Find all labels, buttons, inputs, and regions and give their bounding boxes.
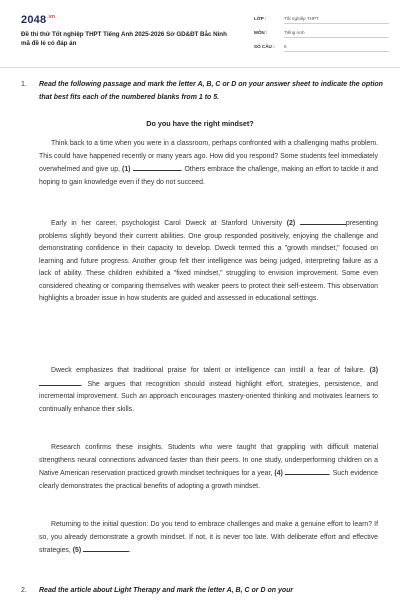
- meta-row-class: [254, 16, 389, 30]
- header-divider: [0, 67, 400, 68]
- blank-4: [285, 467, 329, 475]
- paragraph-text: . Others embrace the challenge, making an effort to tackle it and hoping to gain knowledge even if they do not succeed.: [39, 166, 378, 186]
- paragraph-text: Research confirms these insights. Students who were taught that grappling with difficult material strengthens neural connections advanced faster than their peers. In one study, underperforming children on a Native American reservation practiced growth mindset techniques for a year,: [39, 444, 378, 477]
- meta-value: Tốt nghiệp THPT: [284, 16, 389, 24]
- blank-5: [83, 544, 129, 552]
- passage-paragraph-3: [39, 365, 378, 416]
- site-logo[interactable]: [21, 14, 55, 26]
- meta-value: 6: [284, 44, 389, 52]
- blank-1: [133, 163, 181, 171]
- exam-meta: [254, 16, 389, 58]
- logo-text: 2048: [21, 14, 47, 26]
- question-instruction: Read the following passage and mark the letter A, B, C or D on your answer sheet to indicate the option that best fits each of the numbered blanks from 1 to 5.: [39, 81, 383, 101]
- document-title: Đề thi thử Tốt nghiệp THPT Tiếng Anh 2025-2026 Sở GD&ĐT Bắc Ninh mã đề lẻ có đáp án: [21, 31, 227, 47]
- meta-label: SỐ CÂU :: [254, 44, 275, 49]
- question-number: 2.: [21, 587, 27, 594]
- paragraph-text: . She argues that recognition should instead highlight effort, strategies, persistence, and incremental improvement. Such an approach encourages mastery-oriented thinking and motivates learners to continually enhance their skills.: [39, 380, 378, 413]
- header: [0, 0, 400, 66]
- passage-paragraph-1: [39, 138, 378, 189]
- blank-number-2: (2): [286, 220, 296, 227]
- blank-3: [39, 378, 81, 386]
- question-instruction: Read the article about Light Therapy and mark the letter A, B, C or D on your: [39, 587, 294, 594]
- passage-title: Do you have the right mindset?: [146, 119, 254, 128]
- blank-number-1: (1): [122, 166, 131, 173]
- paragraph-text: Returning to the initial question: Do you tend to embrace challenges and make a genuine effort to learn? If so, you already demonstrate a growth mindset. If not, it is never too late. With deliberate effort and effective strategies,: [39, 521, 378, 554]
- blank-2: [300, 217, 346, 225]
- blank-number-5: (5): [72, 547, 82, 554]
- paragraph-text: presenting problems slightly beyond their current abilities. One group responded positively, enjoying the challenge and demonstrating confidence in their capacity to develop. Dweck termed this a "growth mindset," focused on learning and future progress. Another group felt their intelligence was being judged, interpreting failure as a lack of ability. These children exhibited a "fixed mindset," struggling to envision improvement. Some even considered cheating or comparing themselves with weaker peers to protect their self-esteem. This observation highlights a broader issue in how students are guided and assessed in educational settings.: [39, 220, 378, 302]
- passage-paragraph-5: [39, 519, 378, 558]
- passage-paragraph-4: [39, 442, 378, 493]
- meta-label: LỚP :: [254, 16, 267, 21]
- meta-row-question-count: [254, 44, 389, 58]
- paragraph-text: Think back to a time when you were in a classroom, perhaps confronted with a challenging maths problem. This could have happened recently or many years ago. How did you respond? Some students feel immediately overwhelmed and give up,: [39, 140, 378, 173]
- passage-paragraph-2: [39, 217, 378, 306]
- paragraph-text: .: [129, 547, 131, 554]
- paragraph-text: Dweck emphasizes that traditional praise for talent or intelligence can instill a fear of failure.: [51, 367, 366, 374]
- blank-number-3: (3): [369, 367, 378, 374]
- meta-row-subject: [254, 30, 389, 44]
- logo-suffix: .vn: [47, 14, 56, 21]
- meta-value: Tiếng Anh: [284, 30, 389, 38]
- question-number: 1.: [21, 81, 27, 88]
- meta-label: MÔN :: [254, 30, 268, 35]
- paragraph-text: . Such evidence clearly demonstrates the practical benefits of adopting a growth mindset.: [39, 470, 378, 490]
- paragraph-text: Early in her career, psychologist Carol Dweck at Stanford University: [51, 220, 283, 227]
- blank-number-4: (4): [274, 470, 283, 477]
